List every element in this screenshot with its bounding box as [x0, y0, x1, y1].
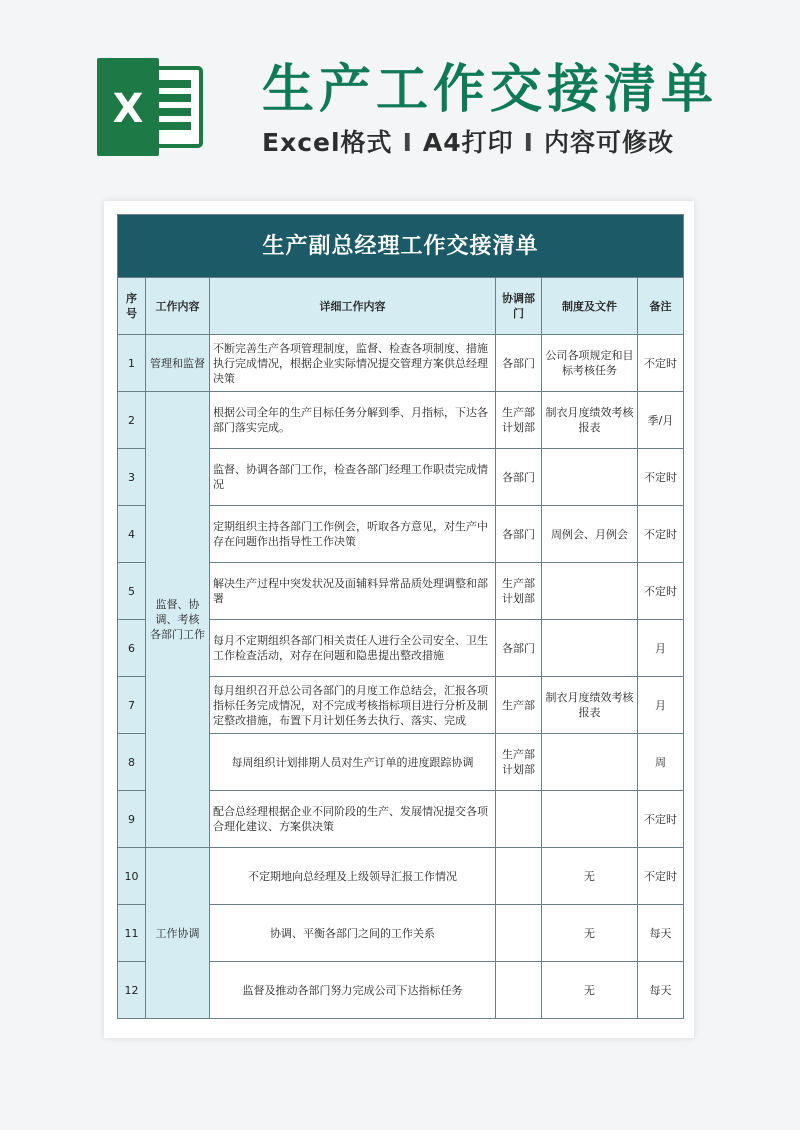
header-no: 序号: [118, 278, 146, 335]
row-docs: [542, 563, 638, 620]
header-row: [118, 278, 684, 335]
row-detail: 不断完善生产各项管理制度，监督、检查各项制度、措施执行完成情况，根据企业实际情况提交管理方案供总经理决策: [210, 335, 496, 392]
row-dept: 生产部计划部: [496, 563, 542, 620]
row-note: 月: [638, 677, 684, 734]
row-no: 5: [118, 563, 146, 620]
row-note: 不定时: [638, 335, 684, 392]
row-no: 6: [118, 620, 146, 677]
header-detail: 详细工作内容: [210, 278, 496, 335]
row-dept: 生产部: [496, 677, 542, 734]
row-dept: [496, 791, 542, 848]
row-dept: [496, 962, 542, 1019]
table-row: [118, 335, 684, 392]
row-docs: 无: [542, 905, 638, 962]
row-note: 不定时: [638, 848, 684, 905]
row-detail: 监督及推动各部门努力完成公司下达指标任务: [210, 962, 496, 1019]
row-note: 月: [638, 620, 684, 677]
row-no: 12: [118, 962, 146, 1019]
row-no: 9: [118, 791, 146, 848]
logo-letter: X: [112, 86, 144, 132]
row-docs: [542, 449, 638, 506]
row-dept: [496, 905, 542, 962]
row-note: 季/月: [638, 392, 684, 449]
subtitle-print: A4打印: [422, 128, 514, 157]
row-detail: 每周组织计划排期人员对生产订单的进度跟踪协调: [210, 734, 496, 791]
row-dept: 各部门: [496, 620, 542, 677]
category-management: 管理和监督: [146, 335, 210, 392]
row-no: 4: [118, 506, 146, 563]
row-no: 11: [118, 905, 146, 962]
row-docs: [542, 791, 638, 848]
subtitle-separator: I: [402, 128, 413, 157]
header-dept: 协调部门: [496, 278, 542, 335]
row-dept: 生产部计划部: [496, 392, 542, 449]
row-detail: 解决生产过程中突发状况及面辅料异常品质处理调整和部署: [210, 563, 496, 620]
row-note: 不定时: [638, 449, 684, 506]
row-docs: 无: [542, 962, 638, 1019]
row-detail: 监督、协调各部门工作，检查各部门经理工作职责完成情况: [210, 449, 496, 506]
header-content: 工作内容: [146, 278, 210, 335]
category-supervise: 监督、协调、考核 各部门工作: [146, 392, 210, 848]
row-docs: 公司各项规定和目标考核任务: [542, 335, 638, 392]
row-docs: 无: [542, 848, 638, 905]
row-detail: 配合总经理根据企业不同阶段的生产、发展情况提交各项合理化建议、方案供决策: [210, 791, 496, 848]
row-no: 10: [118, 848, 146, 905]
subtitle-editable: 内容可修改: [543, 128, 674, 157]
row-note: 周: [638, 734, 684, 791]
table-row: [118, 848, 684, 905]
row-no: 3: [118, 449, 146, 506]
page-subtitle: [262, 126, 674, 160]
row-dept: 各部门: [496, 335, 542, 392]
row-no: 7: [118, 677, 146, 734]
page-title: 生产工作交接清单: [262, 60, 719, 120]
row-dept: 生产部计划部: [496, 734, 542, 791]
row-dept: 各部门: [496, 449, 542, 506]
row-docs: [542, 734, 638, 791]
row-no: 8: [118, 734, 146, 791]
row-docs: 制衣月度绩效考核报表: [542, 392, 638, 449]
category-coordination: 工作协调: [146, 848, 210, 1019]
row-docs: 周例会、月例会: [542, 506, 638, 563]
row-detail: 不定期地向总经理及上级领导汇报工作情况: [210, 848, 496, 905]
document-card: [104, 201, 694, 1038]
row-note: 不定时: [638, 563, 684, 620]
row-detail: 定期组织主持各部门工作例会，听取各方意见，对生产中存在问题作出指导性工作决策: [210, 506, 496, 563]
row-dept: 各部门: [496, 506, 542, 563]
row-note: 每天: [638, 905, 684, 962]
header-docs: 制度及文件: [542, 278, 638, 335]
row-no: 1: [118, 335, 146, 392]
header-note: 备注: [638, 278, 684, 335]
excel-logo-icon: [97, 58, 205, 156]
row-dept: [496, 848, 542, 905]
row-note: 不定时: [638, 506, 684, 563]
row-no: 2: [118, 392, 146, 449]
row-docs: 制衣月度绩效考核报表: [542, 677, 638, 734]
row-detail: 根据公司全年的生产目标任务分解到季、月指标，下达各部门落实完成。: [210, 392, 496, 449]
row-detail: 每月组织召开总公司各部门的月度工作总结会，汇报各项指标任务完成情况，对不完成考核指标项目进行分析及制定整改措施，布置下月计划任务去执行、落实、完成: [210, 677, 496, 734]
table-row: [118, 392, 684, 449]
banner: [0, 0, 800, 200]
row-note: 每天: [638, 962, 684, 1019]
row-note: 不定时: [638, 791, 684, 848]
row-detail: 每月不定期组织各部门相关责任人进行全公司安全、卫生工作检查活动，对存在问题和隐患提出整改措施: [210, 620, 496, 677]
subtitle-format: Excel格式: [262, 128, 393, 157]
sheet-title: 生产副总经理工作交接清单: [118, 215, 684, 278]
row-detail: 协调、平衡各部门之间的工作关系: [210, 905, 496, 962]
handover-table: [117, 214, 684, 1019]
subtitle-separator: I: [523, 128, 534, 157]
row-docs: [542, 620, 638, 677]
